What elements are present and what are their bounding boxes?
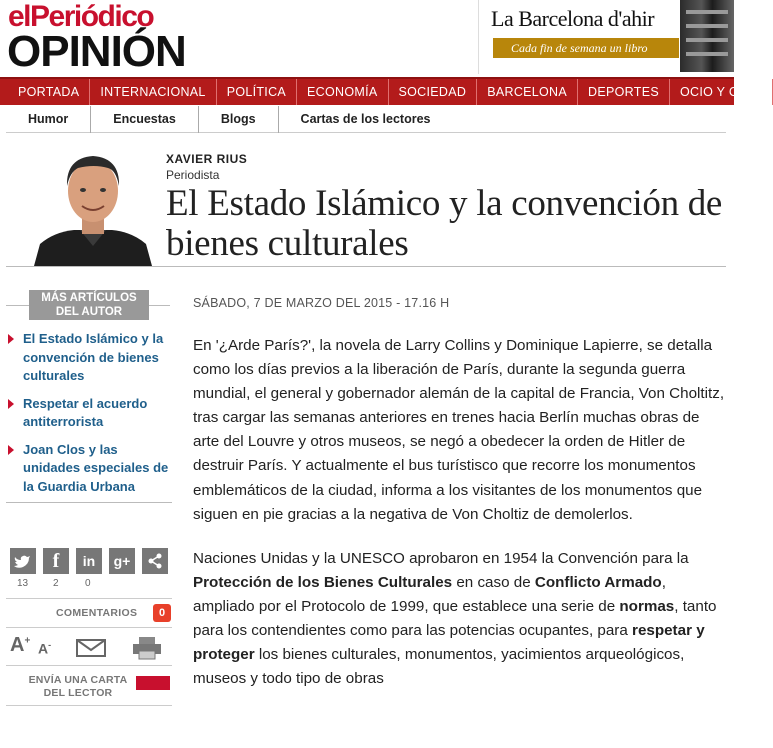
nav-sociedad[interactable]: SOCIEDAD [389,79,478,105]
social-share-bar [10,548,170,576]
article-paragraph: En '¿Arde París?', la novela de Larry Collins y Dominique Lapierre, se detalla como los días previos a la liberación de París, durante la segunda guerra mundial, el general y gobernador alemán de la capital de Francia, Von Choltitz, tras cargar las semanas anteriores en trenes hacia Berlín muchas obras de arte del Louvre y otros museos, se negó a obedecer la orden de Hitler de destruir París. Y actualmente el bus turístisco que recorre los monumentos emblemáticos de la ciudad, informa a los visitantes de los monumentos que siguen en pie gracias a la negativa de Von Choltiz de demolerlos. [193,337,725,523]
bold-text: respetar y proteger [193,622,705,664]
divider [6,502,172,503]
subnav-blogs[interactable]: Blogs [199,106,279,133]
more-articles-list [8,330,174,505]
text-run: Naciones Unidas y la UNESCO aprobaron en 1954 la Convención para la [193,549,689,567]
font-decrease-icon[interactable]: A- [38,640,52,657]
print-icon[interactable] [132,636,162,665]
list-item[interactable] [8,395,174,432]
divider [6,266,726,267]
article-body [193,334,728,711]
nav-politica[interactable]: POLÍTICA [217,79,297,105]
send-letter-label: ENVÍA UNA CARTA DEL LECTOR [28,674,128,699]
nav-barcelona[interactable]: BARCELONA [477,79,578,105]
arrow-right-icon [8,399,14,409]
promo-banner[interactable] [478,0,734,74]
article-headline: El Estado Islámico y la convención de bienes culturales [166,183,723,264]
letter-icon [136,676,170,690]
nav-economia[interactable]: ECONOMÍA [297,79,388,105]
list-item[interactable] [8,330,174,386]
bold-text: normas [619,597,675,615]
section-title[interactable]: OPINIÓN [7,27,186,76]
nav-portada[interactable]: PORTADA [0,79,90,105]
site-header [0,0,734,76]
main-nav [0,77,762,105]
sub-nav [6,106,726,133]
books-image [680,0,734,72]
twitter-count: 13 [17,578,29,589]
author-name[interactable]: XAVIER RIUS [166,152,248,166]
text-run: , tanto para los contendientes como para las potencias ocupantes, para [193,597,717,640]
nav-internacional[interactable]: INTERNACIONAL [90,79,216,105]
article-link[interactable]: El Estado Islámico y la convención de bienes culturales [23,331,164,383]
text-run: , ampliado por el Protocolo de 1999, que establece una serie de [193,573,666,615]
linkedin-icon[interactable]: in [76,548,102,574]
facebook-count: 2 [53,578,59,589]
bold-text: Protección de los Bienes Culturales [193,573,453,591]
article-date: SÁBADO, 7 DE MARZO DEL 2015 - 17.16 H [193,296,450,310]
subnav-encuestas[interactable]: Encuestas [91,106,199,133]
twitter-icon[interactable] [10,548,36,574]
article-link[interactable]: Joan Clos y las unidades especiales de la Guardia Urbana [23,441,169,494]
google-plus-icon[interactable]: g+ [109,548,135,574]
text-run: en caso de [452,573,535,591]
nav-deportes[interactable]: DEPORTES [578,79,670,105]
nav-ocio-cultura[interactable]: OCIO Y CULT [670,79,773,105]
site-logo[interactable]: elPeriódico [8,0,154,33]
email-icon[interactable] [76,638,106,663]
font-increase-icon[interactable]: A+ [10,634,31,656]
promo-title: La Barcelona d'ahir [491,6,655,31]
article-link[interactable]: Respetar el acuerdo antiterrorista [23,395,148,429]
linkedin-count: 0 [85,578,91,589]
arrow-right-icon [8,334,14,344]
article-tools [6,632,172,666]
share-icon[interactable] [142,548,168,574]
more-articles-title: MÁS ARTÍCULOS DEL AUTOR [29,290,149,320]
send-letter-link[interactable] [6,670,172,706]
article-paragraph [193,547,728,692]
subnav-cartas[interactable]: Cartas de los lectores [300,112,431,126]
subnav-humor[interactable]: Humor [6,106,91,133]
comments-count-badge: 0 [153,604,171,622]
arrow-right-icon [8,445,14,455]
author-photo [34,146,152,266]
bold-text: Conflicto Armado [534,573,662,591]
comments-label: COMENTARIOS [56,607,138,619]
facebook-icon[interactable]: f [43,548,69,574]
list-item[interactable] [8,441,174,497]
comments-link[interactable] [6,598,172,628]
text-run: los bienes culturales, monumentos, yacimientos arqueológicos, museos y todo tipo de obras [193,646,685,688]
author-role: Periodista [166,168,220,182]
promo-subtitle: Cada fin de semana un libro [493,38,679,58]
